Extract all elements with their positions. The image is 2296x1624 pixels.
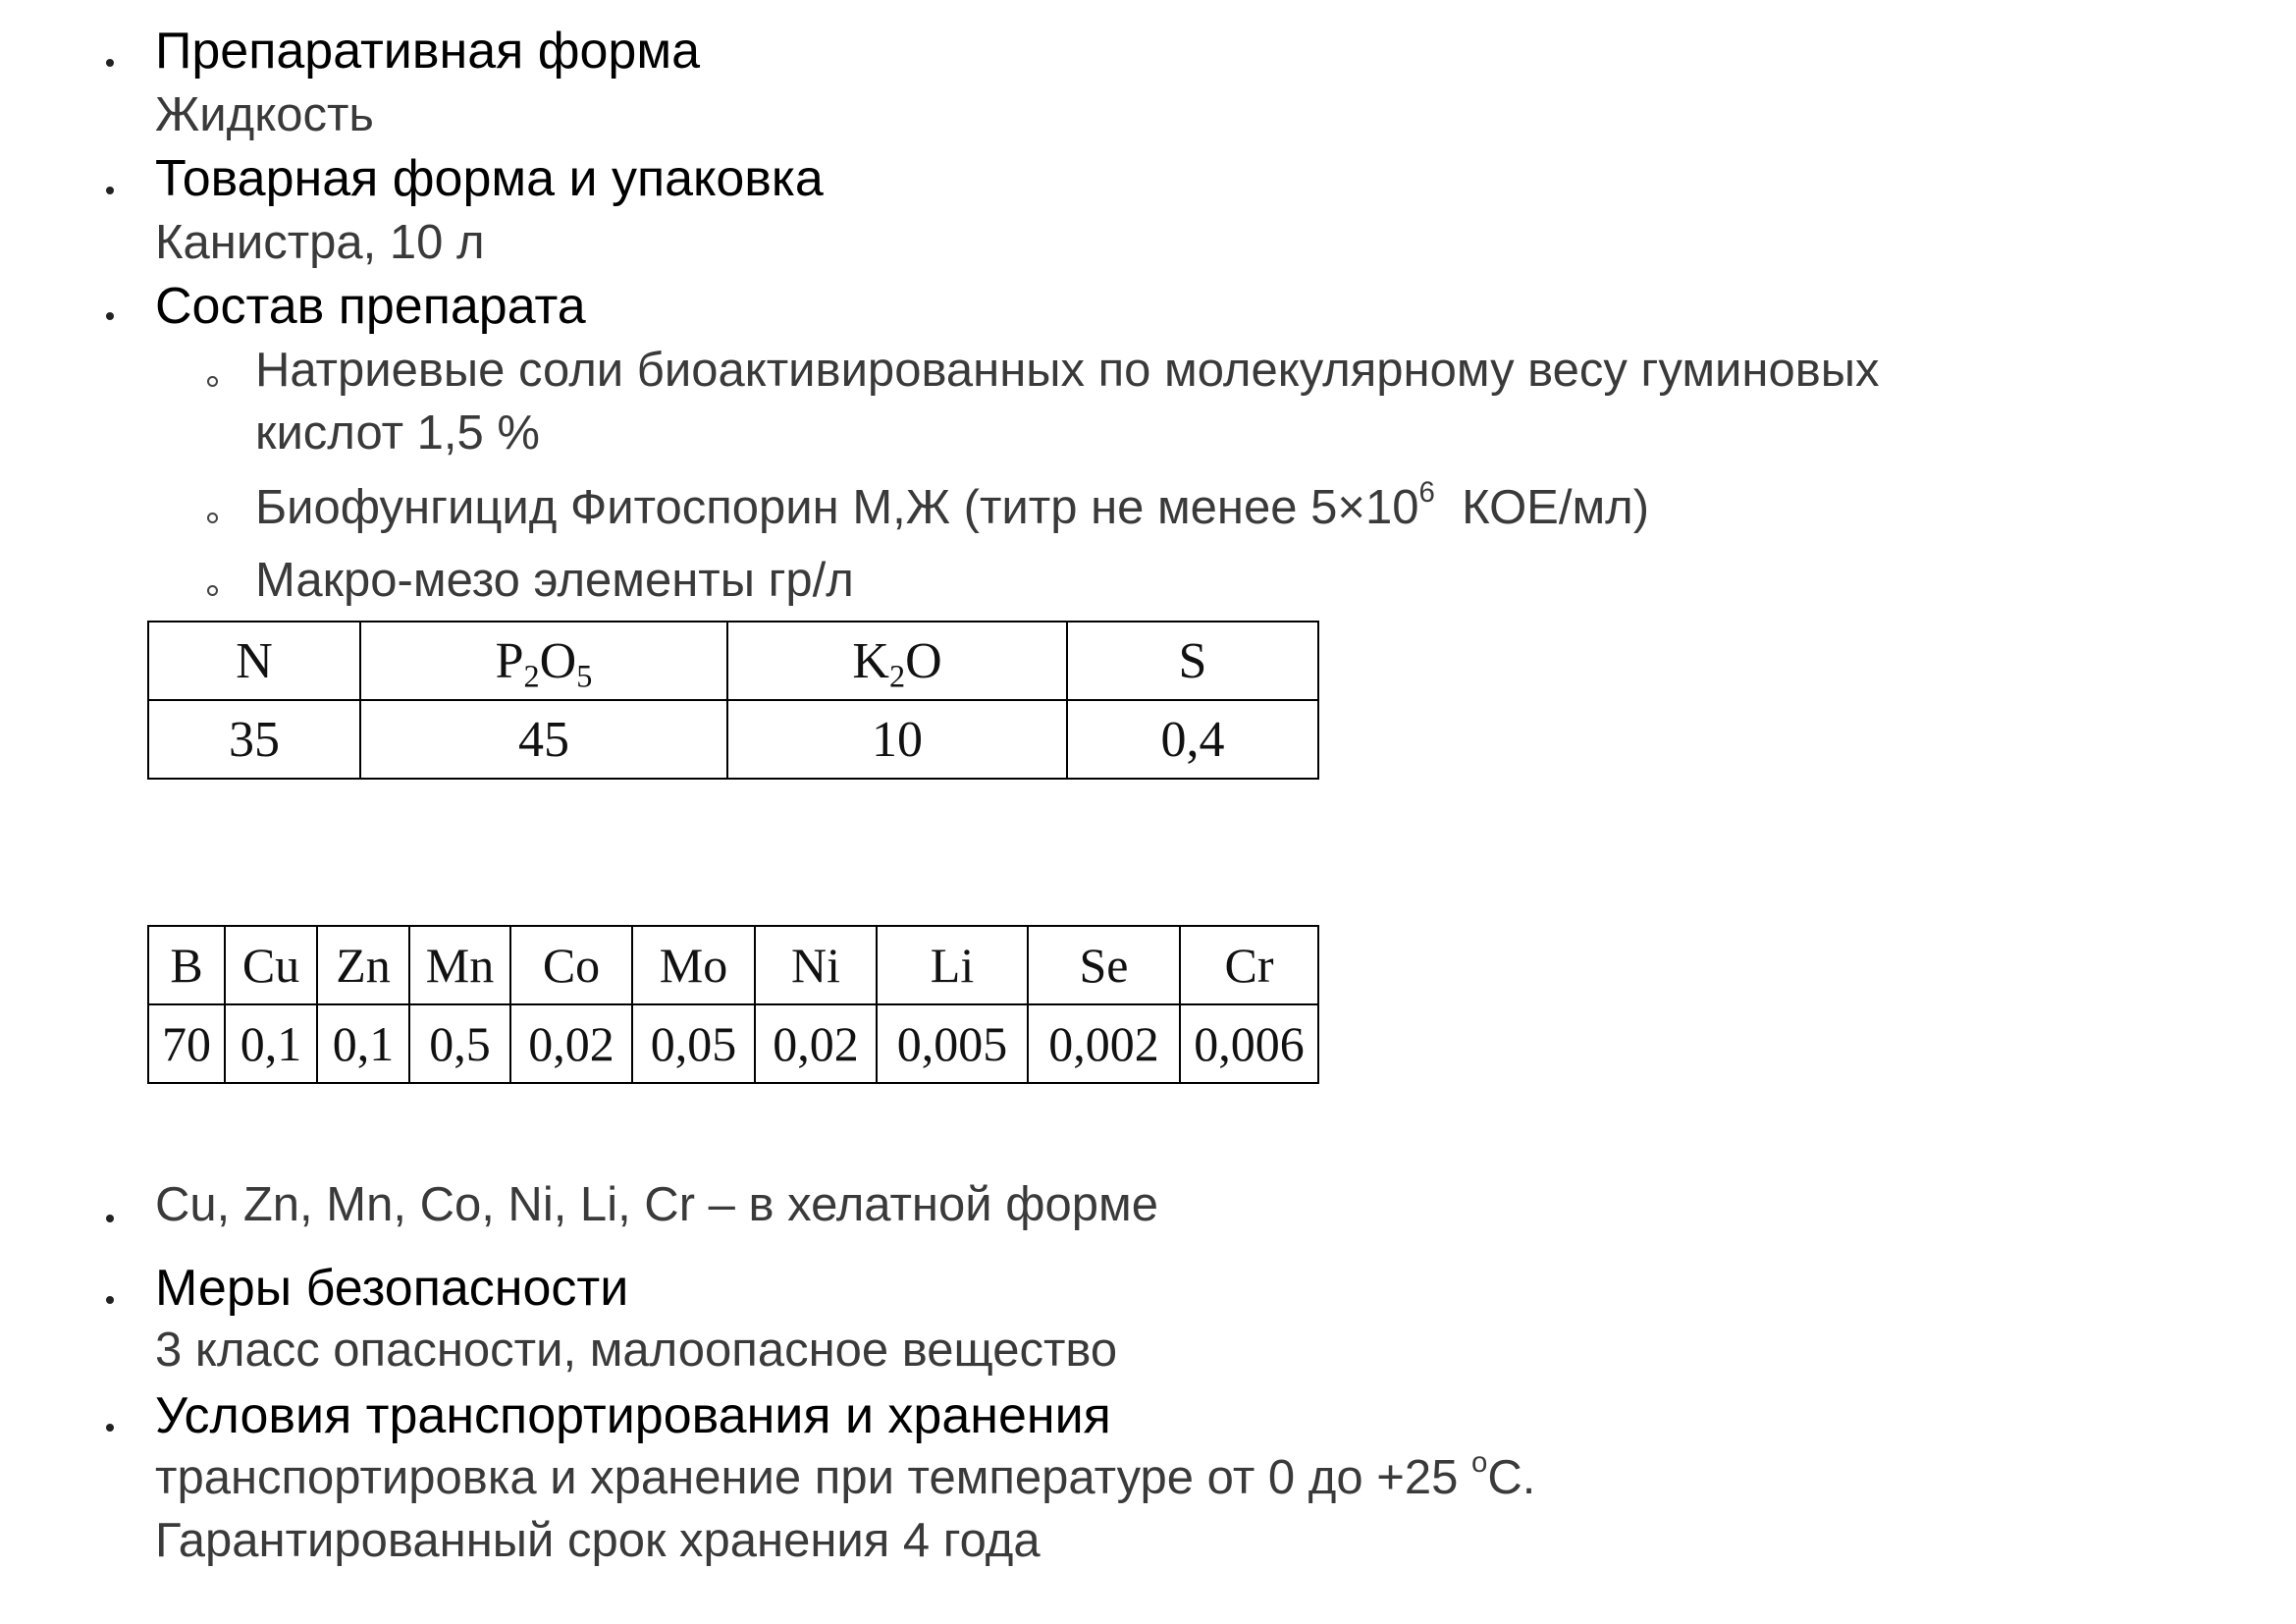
bullet-icon — [106, 187, 114, 194]
storage-line-1-text: транспортировка и хранение при температуре от 0 до +25 — [155, 1451, 1471, 1504]
table-header-cell: $P_2O_5$ — [360, 622, 727, 700]
table-header-cell: Zn — [317, 926, 409, 1004]
storage-title: Условия транспортирования и хранения — [155, 1387, 1111, 1444]
composition-item-2 — [255, 475, 1650, 536]
table-header-cell: Mo — [632, 926, 755, 1004]
table-header-cell: B — [148, 926, 225, 1004]
item-2-exponent: 6 — [1418, 475, 1435, 509]
table-cell: 70 — [148, 1004, 225, 1083]
storage-line-1-unit: С. — [1487, 1451, 1536, 1504]
table-cell: 0,02 — [755, 1004, 877, 1083]
safety-title: Меры безопасности — [155, 1260, 629, 1317]
table-header-cell: $K_2O$ — [727, 622, 1067, 700]
bullet-icon — [106, 1215, 114, 1222]
prep-form-title: Препаративная форма — [155, 23, 701, 80]
bullet-icon — [106, 1424, 114, 1432]
table-cell: 0,05 — [632, 1004, 755, 1083]
table-cell: 0,006 — [1180, 1004, 1318, 1083]
composition-item-3: Макро-мезо элементы гр/л — [255, 554, 854, 607]
storage-line-1 — [155, 1445, 1536, 1506]
table-header-cell: N — [148, 622, 360, 700]
package-title: Товарная форма и упаковка — [155, 150, 824, 207]
storage-line-2: Гарантированный срок хранения 4 года — [155, 1514, 1041, 1567]
item-2-unit: КОЕ/мл) — [1462, 481, 1650, 534]
sub-bullet-icon — [207, 513, 218, 523]
micro-elements-table — [147, 925, 1319, 1084]
table-header-cell: Mn — [409, 926, 510, 1004]
sub-bullet-icon — [207, 585, 218, 596]
bullet-icon — [106, 59, 114, 67]
sub-bullet-icon — [207, 376, 218, 387]
bullet-icon — [106, 1296, 114, 1304]
composition-item-1-line-1: Натриевые соли биоактивированных по молекулярному весу гуминовых — [255, 344, 1880, 397]
table-cell: 45 — [360, 700, 727, 779]
safety-value: 3 класс опасности, малоопасное вещество — [155, 1324, 1118, 1377]
table-header-cell: Li — [877, 926, 1028, 1004]
table-row — [148, 1004, 1318, 1083]
table-cell: 0,02 — [510, 1004, 632, 1083]
table-cell: 0,002 — [1028, 1004, 1180, 1083]
table-cell: 0,4 — [1067, 700, 1318, 779]
table-cell: 0,1 — [317, 1004, 409, 1083]
table-cell: 0,5 — [409, 1004, 510, 1083]
degree-mark: о — [1470, 1445, 1488, 1479]
table-row — [148, 926, 1318, 1004]
table-header-cell: Ni — [755, 926, 877, 1004]
table-cell: 10 — [727, 700, 1067, 779]
chelate-note: Cu, Zn, Mn, Co, Ni, Li, Cr – в хелатной форме — [155, 1178, 1158, 1231]
table-cell: 0,1 — [225, 1004, 317, 1083]
table-cell: 0,005 — [877, 1004, 1028, 1083]
table-header-cell: Cu — [225, 926, 317, 1004]
prep-form-value: Жидкость — [155, 88, 374, 141]
table-row — [148, 622, 1318, 700]
item-2-text: Биофунгицид Фитоспорин М,Ж (титр не менее 5×10 — [255, 481, 1419, 534]
table-header-cell: S — [1067, 622, 1318, 700]
table-header-cell: Co — [510, 926, 632, 1004]
bullet-icon — [106, 312, 114, 320]
table-cell: 35 — [148, 700, 360, 779]
package-value: Канистра, 10 л — [155, 216, 485, 269]
table-header-cell: Cr — [1180, 926, 1318, 1004]
composition-title: Состав препарата — [155, 278, 586, 335]
table-header-cell: Se — [1028, 926, 1180, 1004]
table-row — [148, 700, 1318, 779]
macro-elements-table — [147, 621, 1319, 780]
composition-item-1-line-2: кислот 1,5 % — [255, 406, 540, 460]
